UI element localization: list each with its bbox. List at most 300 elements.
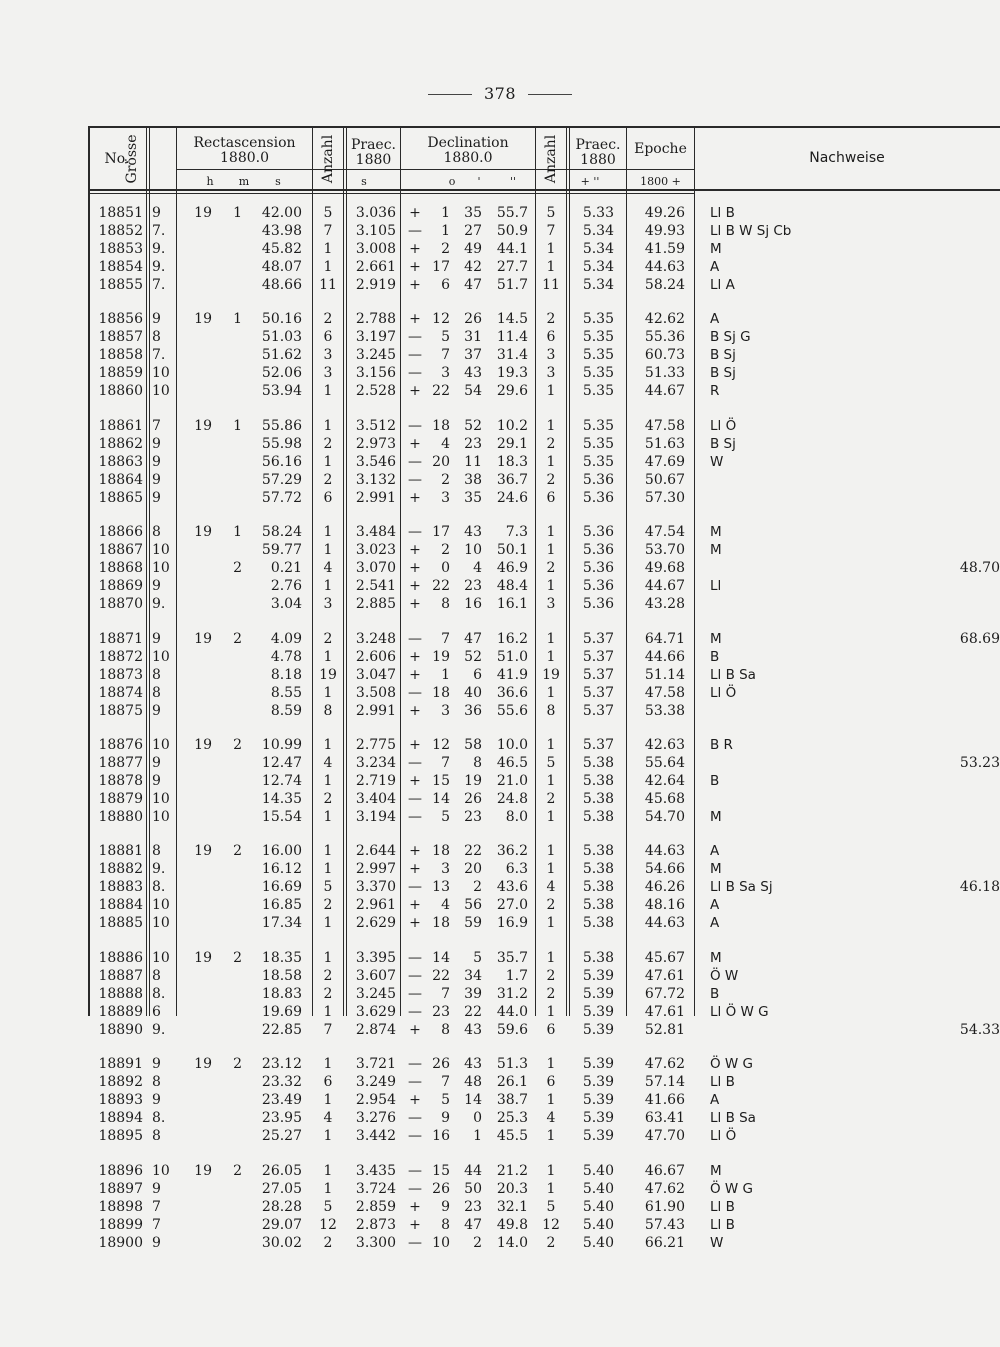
decl-sign: +: [409, 435, 421, 452]
ra-minutes: [224, 967, 242, 985]
ra-minutes: [224, 595, 242, 613]
ra-precession: 3.234: [355, 755, 396, 771]
decl-minutes: 34: [464, 967, 482, 984]
decl-minutes: 22: [464, 843, 482, 860]
decl-precession: 5.37: [582, 666, 614, 683]
ra-seconds: 16.12: [261, 861, 302, 878]
ra-seconds: 48.07: [261, 259, 302, 275]
ra-count: 1: [323, 417, 333, 434]
decl-count: 19: [542, 666, 560, 683]
header-decl-epoch: 1880.0: [443, 150, 493, 166]
header-anzahl-1: Anzahl: [320, 134, 336, 184]
extra-epoch: [908, 1109, 1000, 1127]
decl-count: 1: [546, 684, 556, 701]
ra-precession: 2.997: [355, 861, 396, 878]
references: Ö W G: [710, 1056, 754, 1073]
epoch: 51.63: [644, 435, 685, 452]
header-ra-epoch: 1880.0: [220, 150, 269, 166]
decl-precession: 5.39: [582, 1074, 614, 1091]
decl-seconds: 44.0: [496, 1003, 528, 1020]
catalogue-number: 18859: [98, 365, 143, 382]
decl-precession: 5.40: [582, 1234, 614, 1251]
decl-degrees: 4: [441, 897, 450, 914]
decl-count: 1: [546, 1162, 556, 1179]
ra-seconds: 18.58: [261, 967, 302, 984]
magnitude: 10: [152, 560, 170, 577]
epoch: 52.81: [644, 1021, 685, 1038]
references: B: [710, 648, 720, 665]
decl-sign: +: [409, 1198, 421, 1215]
ra-count: 1: [323, 524, 333, 541]
decl-count: 7: [546, 223, 556, 239]
ra-hours: [188, 878, 212, 896]
epoch: 57.30: [644, 489, 685, 506]
magnitude: 9.: [152, 1021, 166, 1038]
decl-count: 1: [546, 915, 556, 932]
epoch: 44.67: [644, 578, 685, 595]
decl-degrees: 14: [432, 949, 450, 966]
ra-hours: [188, 541, 212, 559]
ra-seconds: 25.27: [261, 1128, 302, 1145]
ra-seconds: 17.34: [261, 915, 302, 932]
table-row: [88, 276, 1000, 294]
extra-epoch: 68.69: [959, 630, 1000, 647]
ra-precession: 2.629: [355, 915, 396, 932]
extra-epoch: [908, 684, 1000, 702]
decl-precession: 5.35: [582, 453, 614, 470]
catalogue-number: 18897: [98, 1180, 143, 1197]
ra-count: 12: [319, 1216, 337, 1233]
decl-precession: 5.38: [582, 809, 614, 825]
ra-count: 4: [323, 560, 333, 577]
ra-precession: 2.961: [355, 897, 396, 914]
decl-count: 1: [546, 949, 556, 966]
decl-minutes: 1: [473, 1128, 482, 1145]
ra-count: 2: [323, 967, 333, 984]
ra-count: 5: [323, 205, 333, 221]
decl-minutes: 19: [464, 773, 482, 789]
ra-precession: 3.395: [355, 949, 396, 966]
magnitude: 9: [152, 489, 161, 506]
decl-sign: +: [409, 383, 421, 400]
table-row: [88, 489, 1000, 507]
decl-seconds: 29.1: [496, 435, 528, 452]
ra-count: 1: [323, 578, 333, 595]
decl-degrees: 19: [432, 648, 450, 665]
decl-degrees: 22: [432, 383, 450, 400]
references: B Sj: [710, 347, 736, 364]
ra-seconds: 18.35: [261, 949, 302, 966]
extra-epoch: [908, 967, 1000, 985]
decl-minutes: 36: [464, 702, 482, 719]
catalogue-number: 18885: [98, 915, 143, 932]
decl-minutes: 49: [464, 241, 482, 257]
decl-sign: +: [409, 311, 421, 328]
ra-minutes: 2: [233, 560, 242, 577]
ra-minutes: [224, 985, 242, 1003]
magnitude: 8: [152, 684, 161, 701]
decl-precession: 5.39: [582, 1128, 614, 1145]
ra-count: 11: [319, 277, 337, 293]
references: Ll Ö: [710, 417, 737, 434]
extra-epoch: [908, 1198, 1000, 1216]
decl-precession: 5.38: [582, 879, 614, 896]
decl-sign: —: [408, 1234, 422, 1251]
epoch: 66.21: [644, 1234, 685, 1251]
decl-minutes: 43: [464, 1056, 482, 1073]
decl-minutes: 43: [464, 1021, 482, 1038]
references: Ll: [710, 578, 722, 595]
ra-seconds: 50.16: [261, 311, 302, 328]
magnitude: 8: [152, 1128, 161, 1145]
ra-minutes: [224, 790, 242, 808]
decl-precession: 5.35: [582, 383, 614, 400]
decl-seconds: 16.2: [496, 630, 528, 647]
decl-seconds: 10.2: [496, 417, 528, 434]
table-row: [88, 684, 1000, 702]
ra-precession: 3.036: [355, 205, 396, 221]
extra-epoch: [908, 595, 1000, 613]
ra-minutes: [224, 1021, 242, 1039]
decl-seconds: 25.3: [496, 1110, 528, 1127]
decl-degrees: 18: [432, 843, 450, 860]
decl-count: 3: [546, 365, 556, 382]
ra-seconds: 19.69: [261, 1003, 302, 1020]
ra-count: 1: [323, 915, 333, 932]
table-row: [88, 559, 1000, 577]
epoch: 44.63: [644, 259, 685, 275]
epoch: 51.14: [644, 666, 685, 683]
decl-degrees: 3: [441, 702, 450, 719]
magnitude: 9: [152, 1180, 161, 1197]
decl-minutes: 20: [464, 861, 482, 878]
catalogue-number: 18898: [98, 1198, 143, 1215]
decl-precession: 5.40: [582, 1216, 614, 1233]
ra-hours: 19: [194, 205, 212, 221]
header-decl: Declination: [427, 135, 509, 151]
decl-minutes: 48: [464, 1074, 482, 1091]
decl-precession: 5.39: [582, 1021, 614, 1038]
magnitude: 8: [152, 843, 161, 860]
ra-seconds: 2.76: [270, 578, 302, 595]
extra-epoch: [908, 577, 1000, 595]
extra-epoch: 53.23: [959, 755, 1000, 771]
references: B: [710, 773, 720, 789]
ra-precession: 3.248: [355, 630, 396, 647]
catalogue-number: 18861: [98, 417, 143, 434]
catalogue-number: 18890: [98, 1021, 143, 1038]
header-anzahl-2: Anzahl: [543, 134, 559, 184]
ra-precession: 3.105: [355, 223, 396, 239]
decl-precession: 5.36: [582, 542, 614, 559]
header-ra-unit-s: s: [275, 175, 281, 188]
ra-precession: 2.991: [355, 489, 396, 506]
catalogue-number: 18863: [98, 453, 143, 470]
decl-count: 1: [546, 417, 556, 434]
magnitude: 10: [152, 809, 170, 825]
decl-seconds: 32.1: [496, 1198, 528, 1215]
ra-precession: 3.197: [355, 329, 396, 346]
decl-count: 12: [542, 1216, 560, 1233]
decl-minutes: 37: [464, 347, 482, 364]
epoch: 47.70: [644, 1128, 685, 1145]
magnitude: 9: [152, 435, 161, 452]
decl-count: 1: [546, 630, 556, 647]
decl-count: 2: [546, 1234, 556, 1251]
decl-sign: —: [408, 471, 422, 488]
ra-minutes: [224, 772, 242, 790]
decl-minutes: 5: [473, 949, 482, 966]
magnitude: 7: [152, 1216, 161, 1233]
decl-seconds: 18.3: [496, 453, 528, 470]
decl-count: 6: [546, 1021, 556, 1038]
ra-seconds: 23.95: [261, 1110, 302, 1127]
catalogue-number: 18864: [98, 471, 143, 488]
catalogue-number: 18874: [98, 684, 143, 701]
table-row: [88, 860, 1000, 878]
ra-hours: [188, 471, 212, 489]
ra-precession: 2.541: [355, 578, 396, 595]
decl-minutes: 10: [464, 542, 482, 559]
header-ra-unit-h: h: [206, 175, 214, 188]
catalogue-number: 18869: [98, 578, 143, 595]
magnitude: 10: [152, 949, 170, 966]
references: M: [710, 524, 722, 541]
decl-count: 5: [546, 205, 556, 221]
references: Ö W G: [710, 1180, 754, 1197]
extra-epoch: [908, 328, 1000, 346]
catalogue-number: 18855: [98, 277, 143, 293]
ra-hours: [188, 1003, 212, 1021]
ra-hours: [188, 364, 212, 382]
table-row: [88, 914, 1000, 932]
epoch: 60.73: [644, 347, 685, 364]
decl-seconds: 48.4: [496, 578, 528, 595]
catalogue-number: 18889: [98, 1003, 143, 1020]
ra-minutes: [224, 1109, 242, 1127]
catalogue-number: 18891: [98, 1056, 143, 1073]
header-mid-rule: [176, 169, 694, 170]
extra-epoch: [908, 896, 1000, 914]
catalogue-number: 18877: [98, 755, 143, 771]
decl-sign: —: [408, 1128, 422, 1145]
extra-epoch: [908, 382, 1000, 400]
decl-sign: —: [408, 347, 422, 364]
decl-seconds: 49.8: [496, 1216, 528, 1233]
catalogue-number: 18883: [98, 879, 143, 896]
references: [710, 790, 920, 808]
table-top-rule: [88, 126, 1000, 128]
ra-count: 4: [323, 1110, 333, 1127]
ra-precession: 3.724: [355, 1180, 396, 1197]
ra-minutes: [224, 1091, 242, 1109]
decl-minutes: 2: [473, 1234, 482, 1251]
decl-precession: 5.39: [582, 1056, 614, 1073]
decl-minutes: 23: [464, 578, 482, 595]
decl-count: 2: [546, 897, 556, 914]
references: [710, 702, 920, 720]
decl-minutes: 50: [464, 1180, 482, 1197]
header-decl-unit-min: ': [477, 175, 481, 188]
decl-seconds: 20.3: [496, 1180, 528, 1197]
ra-precession: 3.546: [355, 453, 396, 470]
decl-seconds: 14.5: [496, 311, 528, 328]
ra-hours: [188, 684, 212, 702]
ra-minutes: 2: [233, 949, 242, 966]
extra-epoch: [908, 240, 1000, 258]
catalogue-number: 18858: [98, 347, 143, 364]
decl-count: 3: [546, 596, 556, 613]
magnitude: 8: [152, 329, 161, 346]
decl-count: 4: [546, 879, 556, 896]
ra-minutes: [224, 684, 242, 702]
extra-epoch: [908, 276, 1000, 294]
decl-precession: 5.35: [582, 311, 614, 328]
decl-degrees: 9: [441, 1110, 450, 1127]
decl-count: 6: [546, 489, 556, 506]
catalogue-number: 18882: [98, 861, 143, 878]
decl-precession: 5.38: [582, 861, 614, 878]
ra-hours: [188, 328, 212, 346]
decl-sign: —: [408, 1003, 422, 1020]
ra-precession: 3.023: [355, 542, 396, 559]
ra-hours: 19: [194, 311, 212, 328]
epoch: 41.59: [644, 241, 685, 257]
ra-minutes: [224, 1198, 242, 1216]
epoch: 48.16: [644, 897, 685, 914]
ra-hours: 19: [194, 949, 212, 966]
magnitude: 9.: [152, 861, 166, 878]
ra-seconds: 12.47: [261, 755, 302, 771]
magnitude: 9.: [152, 241, 166, 257]
references: M: [710, 949, 722, 966]
decl-degrees: 5: [441, 1092, 450, 1109]
decl-degrees: 18: [432, 684, 450, 701]
header-no: No.: [104, 151, 130, 167]
decl-degrees: 18: [432, 915, 450, 932]
ra-hours: [188, 1216, 212, 1234]
magnitude: 9: [152, 453, 161, 470]
extra-epoch: [908, 204, 1000, 222]
decl-minutes: 22: [464, 1003, 482, 1020]
magnitude: 9: [152, 1234, 161, 1251]
catalogue-number: 18867: [98, 542, 143, 559]
magnitude: 9: [152, 1056, 161, 1073]
decl-minutes: 47: [464, 630, 482, 647]
decl-degrees: 13: [432, 879, 450, 896]
epoch: 41.66: [644, 1092, 685, 1109]
ra-minutes: [224, 702, 242, 720]
table-row: [88, 222, 1000, 240]
decl-minutes: 8: [473, 755, 482, 771]
ra-seconds: 0.21: [270, 560, 302, 577]
ra-count: 8: [323, 702, 333, 719]
magnitude: 9: [152, 773, 161, 789]
magnitude: 9: [152, 755, 161, 771]
ra-seconds: 4.09: [270, 630, 302, 647]
decl-count: 6: [546, 329, 556, 346]
decl-minutes: 52: [464, 648, 482, 665]
ra-count: 2: [323, 791, 333, 807]
ra-count: 2: [323, 630, 333, 647]
ra-count: 6: [323, 1074, 333, 1091]
ra-minutes: [224, 382, 242, 400]
ra-minutes: [224, 754, 242, 772]
epoch: 49.68: [644, 560, 685, 577]
ra-hours: [188, 382, 212, 400]
ra-precession: 3.047: [355, 666, 396, 683]
ra-hours: [188, 666, 212, 684]
decl-seconds: 51.7: [496, 277, 528, 293]
epoch: 64.71: [644, 630, 685, 647]
decl-minutes: 35: [464, 205, 482, 221]
epoch: 53.38: [644, 702, 685, 719]
epoch: 46.26: [644, 879, 685, 896]
decl-degrees: 17: [432, 524, 450, 541]
ra-seconds: 16.00: [261, 843, 302, 860]
ra-hours: [188, 790, 212, 808]
table-row: [88, 666, 1000, 684]
decl-minutes: 54: [464, 383, 482, 400]
ra-seconds: 10.99: [261, 737, 302, 753]
ra-seconds: 12.74: [261, 773, 302, 789]
decl-minutes: 44: [464, 1162, 482, 1179]
ra-count: 1: [323, 684, 333, 701]
ra-precession: 3.156: [355, 365, 396, 382]
epoch: 47.62: [644, 1180, 685, 1197]
table-row: [88, 1234, 1000, 1252]
decl-count: 11: [542, 277, 560, 293]
ra-minutes: 1: [233, 311, 242, 328]
ra-hours: 19: [194, 843, 212, 860]
decl-sign: —: [408, 1074, 422, 1091]
magnitude: 9: [152, 630, 161, 647]
ra-seconds: 8.59: [270, 702, 302, 719]
ra-minutes: [224, 1234, 242, 1252]
catalogue-number: 18896: [98, 1162, 143, 1179]
ra-hours: [188, 1021, 212, 1039]
extra-epoch: [908, 222, 1000, 240]
decl-minutes: 31: [464, 329, 482, 346]
magnitude: 9: [152, 578, 161, 595]
ra-precession: 2.919: [355, 277, 396, 293]
epoch: 54.70: [644, 809, 685, 825]
decl-seconds: 51.0: [496, 648, 528, 665]
ra-count: 7: [323, 223, 333, 239]
ra-precession: 2.788: [355, 311, 396, 328]
ra-seconds: 16.69: [261, 879, 302, 896]
ra-seconds: 52.06: [261, 365, 302, 382]
table-row: [88, 1021, 1000, 1039]
magnitude: 9.: [152, 596, 166, 613]
references: B Sj: [710, 365, 736, 382]
references: Ll B: [710, 1216, 735, 1233]
decl-seconds: 45.5: [496, 1128, 528, 1145]
decl-minutes: 0: [473, 1110, 482, 1127]
decl-minutes: 27: [464, 223, 482, 239]
references: M: [710, 241, 722, 257]
decl-sign: +: [409, 702, 421, 719]
ra-hours: [188, 346, 212, 364]
ra-seconds: 48.66: [261, 277, 302, 293]
decl-sign: —: [408, 417, 422, 434]
decl-degrees: 7: [441, 347, 450, 364]
extra-epoch: [908, 489, 1000, 507]
epoch: 57.14: [644, 1074, 685, 1091]
table-row: [88, 435, 1000, 453]
header-praec-1-unit: s: [361, 175, 367, 188]
decl-seconds: 38.7: [496, 1092, 528, 1109]
